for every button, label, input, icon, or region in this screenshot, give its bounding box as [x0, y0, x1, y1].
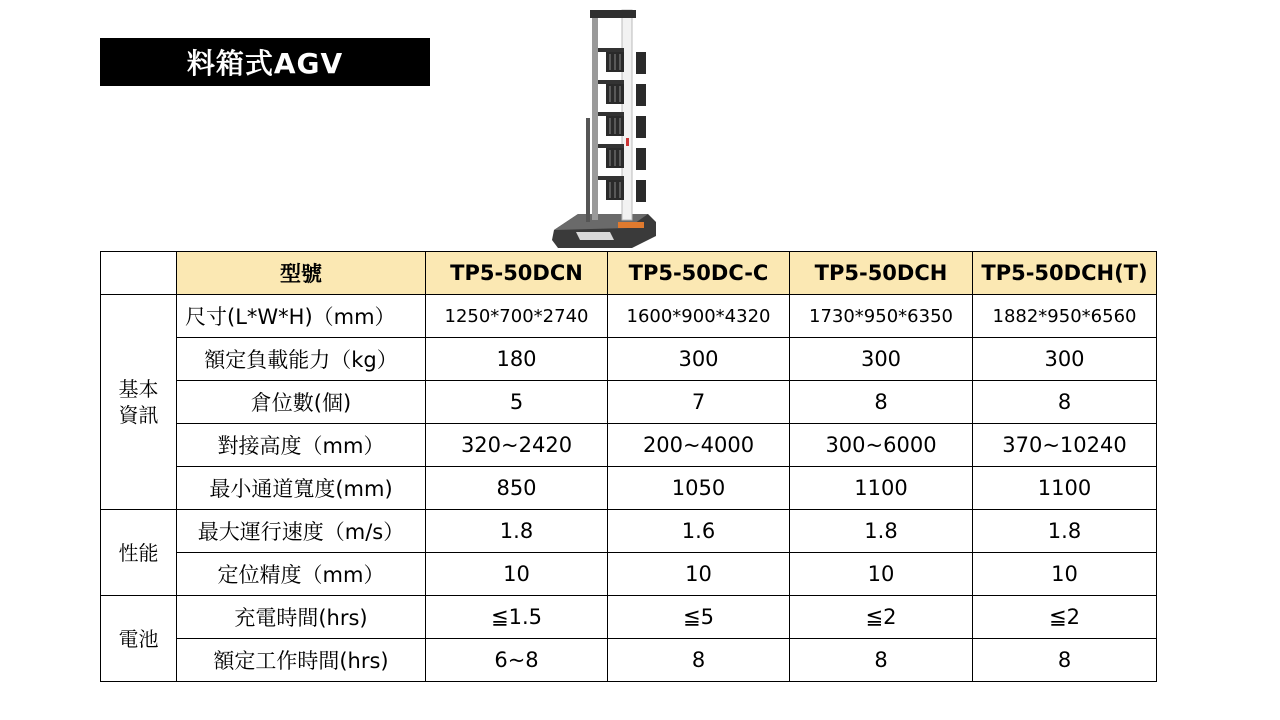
value-cell: 8 [973, 639, 1157, 682]
row-label-cell: 最小通道寬度(mm) [177, 467, 426, 510]
row-label-cell: 對接高度（mm） [177, 424, 426, 467]
model-header-cell: TP5-50DCH(T) [973, 252, 1157, 295]
value-cell: 1100 [790, 467, 973, 510]
group-cell-performance: 性能 [101, 510, 177, 596]
header-label-cell: 型號 [177, 252, 426, 295]
table-row [101, 553, 1157, 596]
value-cell: 1250*700*2740 [426, 295, 608, 338]
value-cell: 10 [426, 553, 608, 596]
page-title: 料箱式AGV [100, 38, 430, 86]
value-cell: ≦2 [790, 596, 973, 639]
spec-table [100, 251, 1157, 682]
value-cell: 850 [426, 467, 608, 510]
model-header-cell: TP5-50DCH [790, 252, 973, 295]
value-cell: 6~8 [426, 639, 608, 682]
value-cell: 10 [790, 553, 973, 596]
agv-product-image [548, 8, 660, 248]
value-cell: 1050 [608, 467, 790, 510]
table-row [101, 596, 1157, 639]
value-cell: 1600*900*4320 [608, 295, 790, 338]
table-row [101, 338, 1157, 381]
row-label-cell: 倉位數(個) [177, 381, 426, 424]
row-label-cell: 最大運行速度（m/s） [177, 510, 426, 553]
value-cell: ≦1.5 [426, 596, 608, 639]
value-cell: 300 [608, 338, 790, 381]
value-cell: 300 [973, 338, 1157, 381]
row-label-cell: 充電時間(hrs) [177, 596, 426, 639]
value-cell: 5 [426, 381, 608, 424]
table-row [101, 381, 1157, 424]
value-cell: 300~6000 [790, 424, 973, 467]
value-cell: 10 [608, 553, 790, 596]
row-label-cell: 額定工作時間(hrs) [177, 639, 426, 682]
model-header-cell: TP5-50DCN [426, 252, 608, 295]
row-label-cell: 尺寸(L*W*H)（mm） [177, 295, 426, 338]
group-cell-basic-info: 基本 資訊 [101, 295, 177, 510]
value-cell: ≦5 [608, 596, 790, 639]
value-cell: 8 [790, 381, 973, 424]
value-cell: 7 [608, 381, 790, 424]
value-cell: 1730*950*6350 [790, 295, 973, 338]
value-cell: 1.8 [973, 510, 1157, 553]
table-row [101, 295, 1157, 338]
header-corner-cell [101, 252, 177, 295]
value-cell: 8 [608, 639, 790, 682]
value-cell: 1882*950*6560 [973, 295, 1157, 338]
table-row [101, 639, 1157, 682]
table-row [101, 510, 1157, 553]
value-cell: 10 [973, 553, 1157, 596]
model-header-cell: TP5-50DC-C [608, 252, 790, 295]
table-row [101, 467, 1157, 510]
value-cell: 1.6 [608, 510, 790, 553]
value-cell: 1100 [973, 467, 1157, 510]
group-cell-battery: 電池 [101, 596, 177, 682]
row-label-cell: 額定負載能力（kg） [177, 338, 426, 381]
value-cell: 370~10240 [973, 424, 1157, 467]
value-cell: 180 [426, 338, 608, 381]
value-cell: 1.8 [790, 510, 973, 553]
value-cell: 320~2420 [426, 424, 608, 467]
value-cell: 1.8 [426, 510, 608, 553]
table-header-row [101, 252, 1157, 295]
value-cell: 8 [790, 639, 973, 682]
table-row [101, 424, 1157, 467]
row-label-cell: 定位精度（mm） [177, 553, 426, 596]
value-cell: ≦2 [973, 596, 1157, 639]
value-cell: 300 [790, 338, 973, 381]
value-cell: 200~4000 [608, 424, 790, 467]
value-cell: 8 [973, 381, 1157, 424]
